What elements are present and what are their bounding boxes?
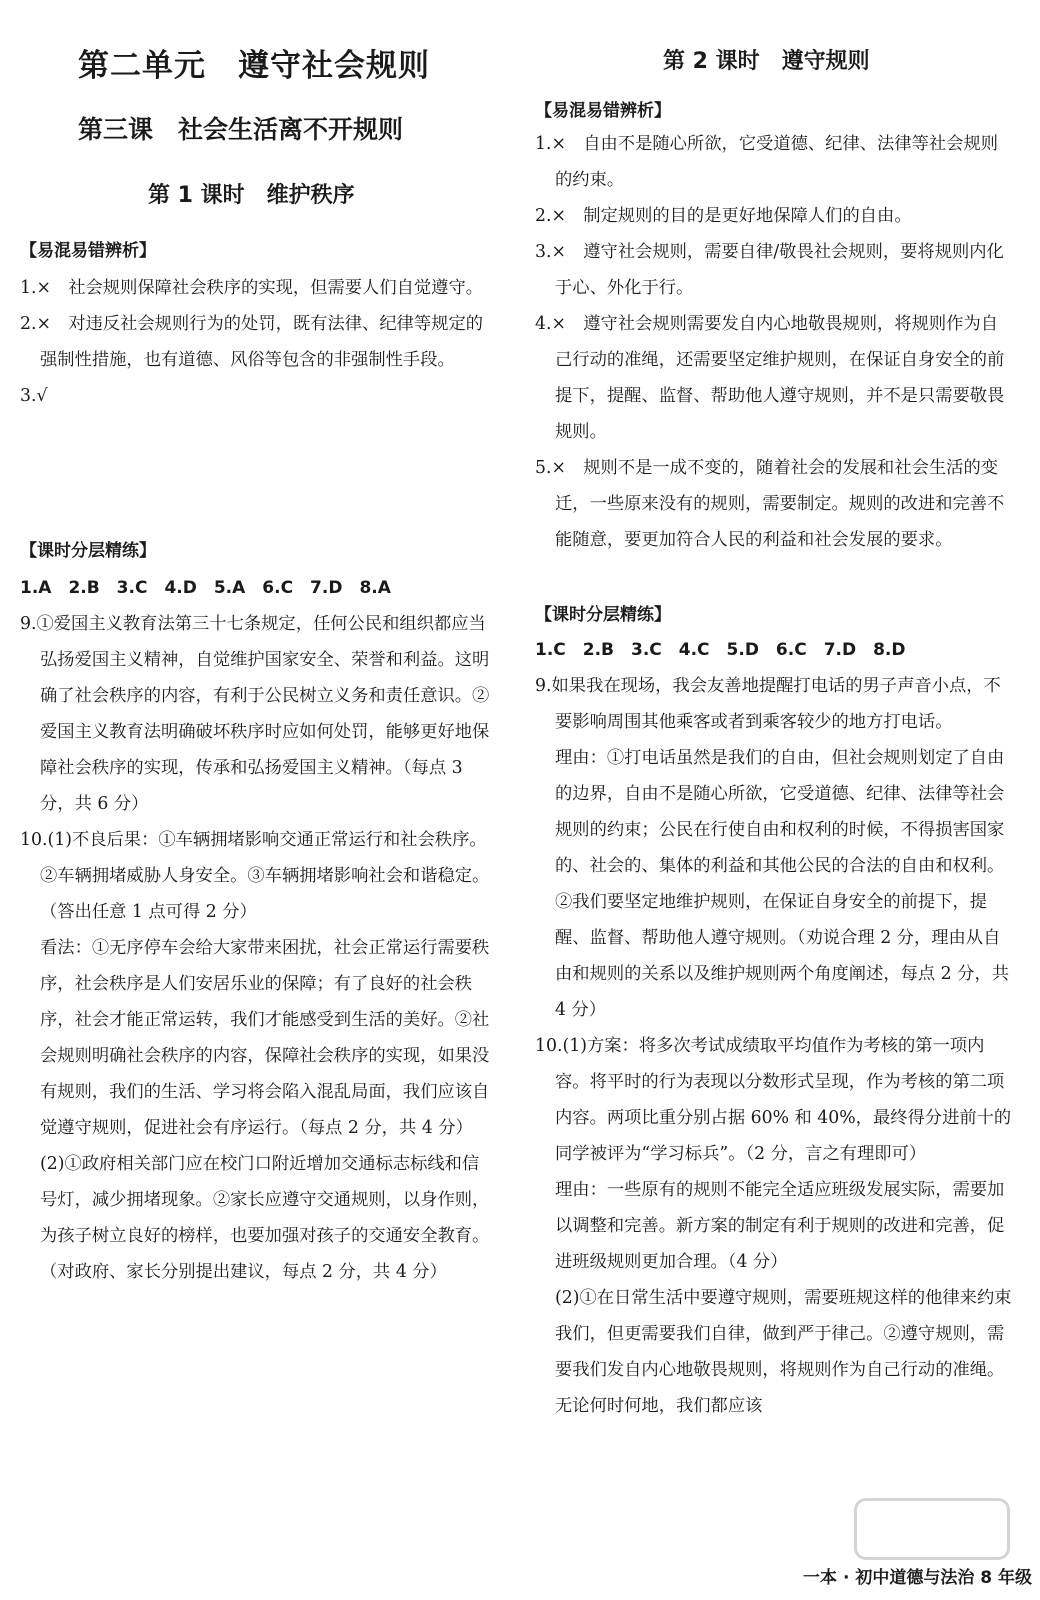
answer-q10-2: (2)①政府相关部门应在校门口附近增加交通标志标线和信号灯，减少拥堵现象。②家长应遵守交通规则，以身作则，为孩子树立良好的榜样，也要加强对孩子的交通安全教育。（对政府、家长分别提出建议，每点 2 分，共 4 分）: [40, 1154, 490, 1282]
choice-answers: 1.A 2.B 3.C 4.D 5.A 6.C 7.D 8.A: [20, 578, 391, 598]
section-analysis-left: 【易混易错辨析】: [20, 241, 156, 261]
answer-q10-reason: 理由：一些原有的规则不能完全适应班级发展实际，需要加以调整和完善。新方案的制定有利于规则的改进和完善，促进班级规则更加合理。（4 分）: [555, 1180, 1005, 1272]
section-analysis-right: 【易混易错辨析】: [535, 101, 671, 121]
answer-q10-1: 10.(1)方案：将多次考试成绩取平均值作为考核的第一项内容。将平时的行为表现以分数形式呈现，作为考核的第二项内容。两项比重分别占据 60% 和 40%，最终得分进前十的同学被评为“学习标兵”。（2 分，言之有理即可）: [535, 1036, 1012, 1164]
section-practice-left: 【课时分层精练】: [20, 541, 156, 561]
analysis-item: 1.× 社会规则保障社会秩序的实现，但需要人们自觉遵守。: [20, 278, 484, 298]
answers-left: [20, 570, 490, 1290]
lesson-title: 第三课 社会生活离不开规则: [78, 115, 404, 144]
analysis-item: 1.× 自由不是随心所欲，它受道德、纪律、法律等社会规则的约束。: [535, 134, 999, 190]
period-title-2: 第 2 课时 遵守规则: [663, 49, 870, 74]
answer-q9: 9.如果我在现场，我会友善地提醒打电话的男子声音小点，不要影响周围其他乘客或者到乘客较少的地方打电话。: [535, 676, 1001, 732]
analysis-item: 3.× 遵守社会规则，需要自律/敬畏社会规则，要将规则内化于心、外化于行。: [535, 242, 1004, 298]
analysis-list-left: [20, 270, 490, 414]
answer-q10-2: (2)①在日常生活中要遵守规则，需要班规这样的他律来约束我们，但更需要我们自律，做到严于律己。②遵守规则，需要我们发自内心地敬畏规则，将规则作为自己行动的准绳。无论何时何地，我们都应该: [555, 1288, 1012, 1416]
answer-q9-reason: 理由：①打电话虽然是我们的自由，但社会规则划定了自由的边界，自由不是随心所欲，它受道德、纪律、法律等社会规则的约束；公民在行使自由和权利的时候，不得损害国家的、社会的、集体的利益和其他公民的合法的自由和权利。②我们要坚定地维护规则，在保证自身安全的前提下，提醒、监督、帮助他人遵守规则。（劝说合理 2 分，理由从自由和规则的关系以及维护规则两个角度阐述，每点 2 分，共 4 分）: [555, 748, 1010, 1020]
watermark-logo: [854, 1498, 1010, 1560]
period-title-1: 第 1 课时 维护秩序: [148, 183, 355, 208]
answers-right: [535, 632, 1015, 1424]
section-practice-right: 【课时分层精练】: [535, 605, 671, 625]
analysis-item: 2.× 制定规则的目的是更好地保障人们的自由。: [535, 206, 912, 226]
analysis-item: 2.× 对违反社会规则行为的处罚，既有法律、纪律等规定的强制性措施，也有道德、风俗等包含的非强制性手段。: [20, 314, 484, 370]
analysis-item: 3.√: [20, 386, 48, 406]
analysis-item: 5.× 规则不是一成不变的，随着社会的发展和社会生活的变迁，一些原来没有的规则，需要制定。规则的改进和完善不能随意，要更加符合人民的利益和社会发展的要求。: [535, 458, 1005, 550]
analysis-item: 4.× 遵守社会规则需要发自内心地敬畏规则，将规则作为自己行动的准绳，还需要坚定维护规则，在保证自身安全的前提下，提醒、监督、帮助他人遵守规则，并不是只需要敬畏规则。: [535, 314, 1005, 442]
answer-q10-1: 10.(1)不良后果：①车辆拥堵影响交通正常运行和社会秩序。②车辆拥堵威胁人身安全。③车辆拥堵影响社会和谐稳定。（答出任意 1 点可得 2 分）: [20, 830, 490, 922]
unit-title: 第二单元 遵守社会规则: [78, 48, 430, 84]
choice-answers: 1.C 2.B 3.C 4.C 5.D 6.C 7.D 8.D: [535, 640, 906, 660]
analysis-list-right: [535, 126, 1015, 558]
answer-q10-view: 看法：①无序停车会给大家带来困扰，社会正常运行需要秩序，社会秩序是人们安居乐业的保障；有了良好的社会秩序，社会才能正常运转，我们才能感受到生活的美好。②社会规则明确社会秩序的内容，保障社会秩序的实现，如果没有规则，我们的生活、学习将会陷入混乱局面，我们应该自觉遵守规则，促进社会有序运行。（每点 2 分，共 4 分）: [40, 938, 490, 1138]
page-footer: 一本 · 初中道德与法治 8 年级: [803, 1568, 1032, 1588]
answer-q9: 9.①爱国主义教育法第三十七条规定，任何公民和组织都应当弘扬爱国主义精神，自觉维护国家安全、荣誉和利益。这明确了社会秩序的内容，有利于公民树立义务和责任意识。②爱国主义教育法明确破坏秩序时应如何处罚，能够更好地保障社会秩序的实现，传承和弘扬爱国主义精神。（每点 3 分，共 6 分）: [20, 614, 490, 814]
